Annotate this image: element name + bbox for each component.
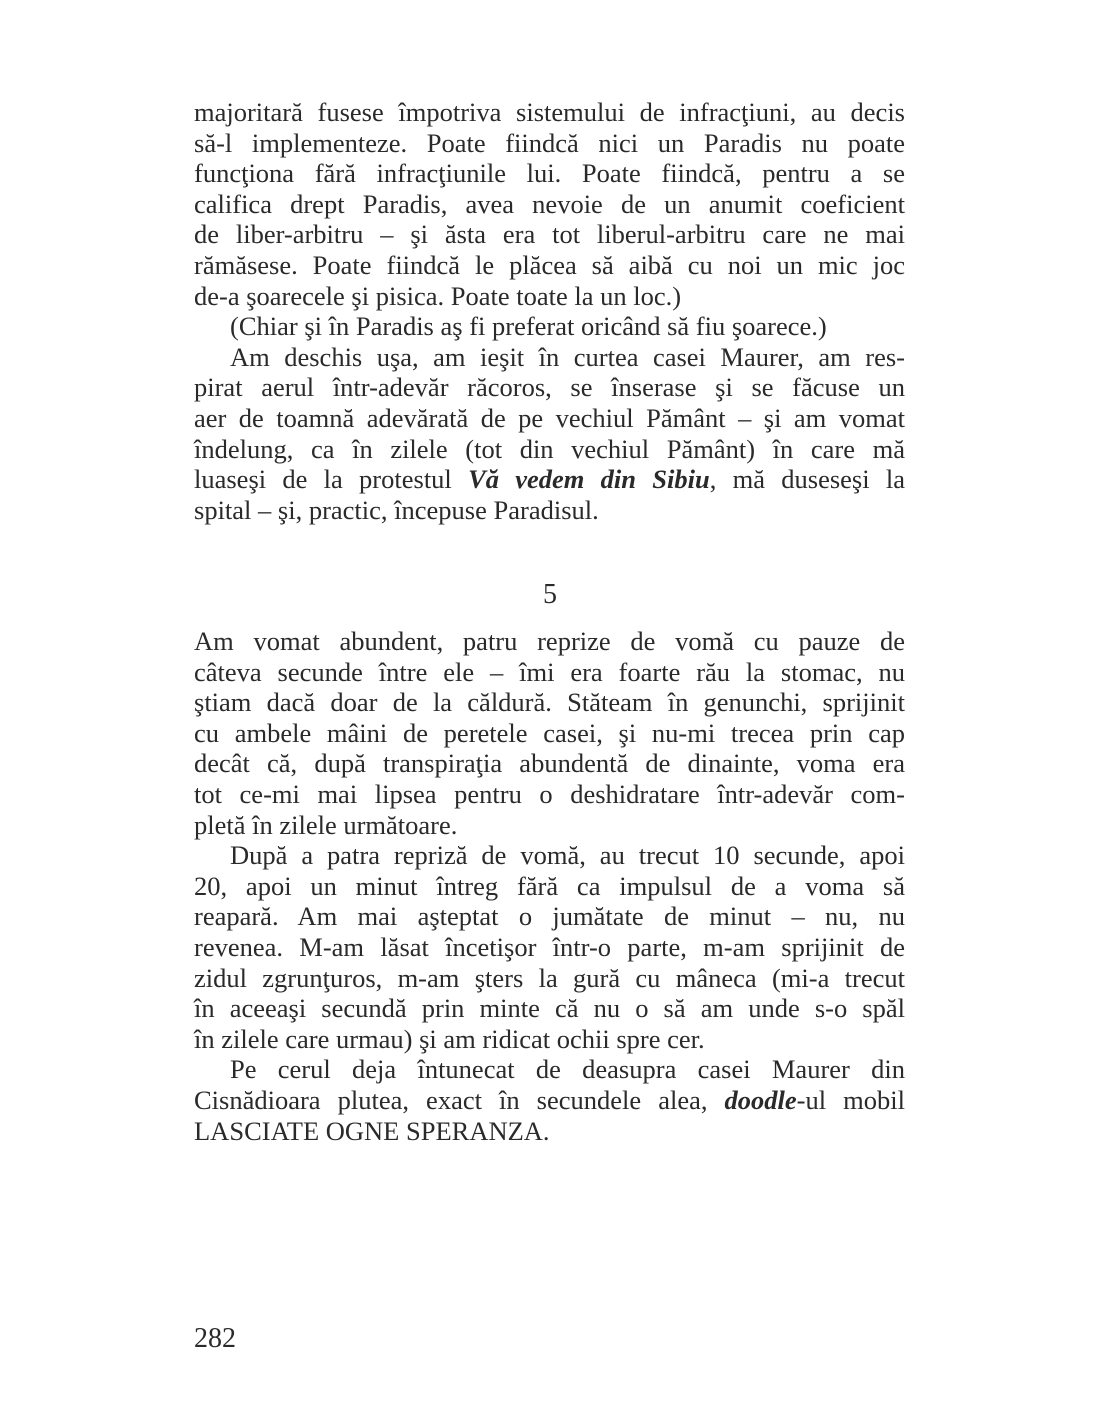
text-segment: câteva secunde între ele – îmi era foarte rău la stomac, nu	[194, 656, 905, 687]
text-line	[194, 281, 905, 312]
text-segment: Cisnădioara plutea, exact în secundele alea,	[194, 1084, 725, 1115]
text-line	[194, 403, 905, 434]
text-segment: îndelung, ca în zilele (tot din vechiul Pământ) în care mă	[194, 433, 905, 464]
text-segment: -ul mobil	[796, 1084, 905, 1115]
text-line	[194, 97, 905, 128]
text-line	[194, 342, 905, 373]
page-number: 282	[194, 1323, 236, 1354]
text-line	[194, 464, 905, 495]
text-segment: să-l implementeze. Poate fiindcă nici un Paradis nu poate	[194, 127, 905, 158]
text-after-section	[194, 626, 905, 1146]
text-segment: Pe cerul deja întunecat de deasupra casei Maurer din	[230, 1054, 905, 1085]
text-line	[194, 372, 905, 403]
text-line	[194, 748, 905, 779]
text-segment: tot ce-mi mai lipsea pentru o deshidratare într-adevăr com-	[194, 778, 905, 809]
paragraph	[194, 311, 905, 342]
text-line	[194, 626, 905, 657]
text-line	[194, 871, 905, 902]
text-segment: reapară. Am mai aşteptat o jumătate de minut – nu, nu	[194, 901, 905, 932]
text-segment: rămăsese. Poate fiindcă le plăcea să aibă cu noi un mic joc	[194, 249, 905, 280]
text-line	[194, 657, 905, 688]
text-segment: de liber-arbitru – şi ăsta era tot liberul-arbitru care ne mai	[194, 219, 905, 250]
text-segment: , mă duseseşi la	[709, 464, 905, 495]
text-segment: majoritară fusese împotriva sistemului de infracţiuni, au decis	[194, 97, 905, 127]
text-segment: cu ambele mâini de peretele casei, şi nu-mi trecea prin cap	[194, 717, 905, 748]
text-line	[194, 219, 905, 250]
text-line	[194, 1085, 905, 1116]
text-segment: 20, apoi un minut întreg fără ca impulsul de a voma să	[194, 870, 905, 901]
text-segment: de-a şoarecele şi pisica. Poate toate la un loc.)	[194, 280, 682, 311]
text-before-section	[194, 97, 905, 525]
text-segment: funcţiona fără infracţiunile lui. Poate fiindcă, pentru a se	[194, 158, 905, 189]
text-segment: (Chiar şi în Paradis aş fi preferat oricând să fiu şoarece.)	[230, 311, 827, 342]
paragraph	[194, 342, 905, 526]
text-segment: zidul zgrunţuros, m-am şters la gură cu mâneca (mi-a trecut	[194, 962, 905, 993]
text-line	[194, 963, 905, 994]
text-line	[194, 189, 905, 220]
text-segment: luaseşi de la protestul	[194, 464, 469, 495]
text-segment: pirat aerul într-adevăr răcoros, se înserase şi se făcuse un	[194, 372, 905, 403]
text-segment: aer de toamnă adevărată de pe vechiul Pământ – şi am vomat	[194, 402, 905, 433]
text-line	[194, 1116, 905, 1147]
text-segment: revenea. M-am lăsat încetişor într-o parte, m-am sprijinit de	[194, 931, 905, 962]
emphasis-text: doodle	[724, 1084, 797, 1115]
text-line	[194, 810, 905, 841]
text-segment: După a patra repriză de vomă, au trecut 10 secunde, apoi	[230, 840, 905, 871]
text-segment: Am vomat abundent, patru reprize de vomă cu pauze de	[194, 626, 905, 656]
text-segment: LASCIATE OGNE SPERANZA.	[194, 1115, 550, 1146]
text-segment: Am deschis uşa, am ieşit în curtea casei Maurer, am res-	[230, 341, 905, 372]
text-segment: pletă în zilele următoare.	[194, 809, 458, 840]
text-line	[194, 932, 905, 963]
paragraph	[194, 840, 905, 1054]
text-segment: califica drept Paradis, avea nevoie de un anumit coeficient	[194, 188, 905, 219]
text-line	[194, 250, 905, 281]
text-line	[194, 495, 905, 526]
text-segment: în aceeaşi secundă prin minte că nu o să am unde s-o spăl	[194, 993, 905, 1024]
paragraph	[194, 1054, 905, 1146]
paragraph	[194, 626, 905, 840]
paragraph	[194, 97, 905, 311]
emphasis-text: Vă vedem din Sibiu	[468, 464, 710, 495]
text-segment: decât că, după transpiraţia abundentă de dinainte, voma era	[194, 748, 905, 779]
text-line	[194, 993, 905, 1024]
text-line	[194, 158, 905, 189]
text-segment: în zilele care urmau) şi am ridicat ochii spre cer.	[194, 1023, 705, 1054]
section-number: 5	[543, 579, 557, 610]
text-line	[194, 311, 905, 342]
text-line	[194, 718, 905, 749]
text-line	[194, 840, 905, 871]
text-line	[194, 901, 905, 932]
text-line	[194, 779, 905, 810]
text-line	[194, 1054, 905, 1085]
text-line	[194, 1024, 905, 1055]
text-line	[194, 434, 905, 465]
text-segment: spital – şi, practic, începuse Paradisul.	[194, 494, 599, 525]
text-segment: ştiam dacă doar de la căldură. Stăteam în genunchi, sprijinit	[194, 687, 905, 718]
text-line	[194, 128, 905, 159]
text-line	[194, 687, 905, 718]
